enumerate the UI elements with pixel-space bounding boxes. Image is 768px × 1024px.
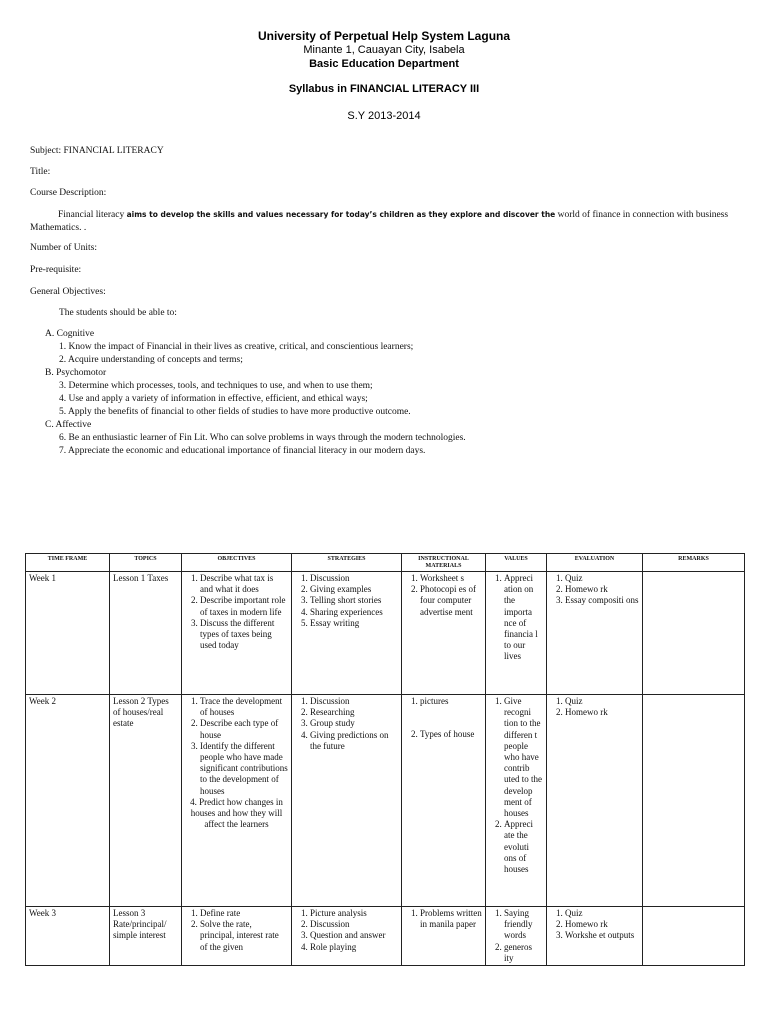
header-time-frame: TIME FRAME: [26, 554, 110, 572]
objectives-cell: 1. Describe what tax is and what it does 2. Describe important role of taxes in modern life 3. Discuss the different types of taxes being used today: [182, 572, 292, 695]
values-cell: 1. Saying friendly words 2. generos ity: [486, 907, 547, 966]
values-cell: 1. Appreci ation on the importa nce of financia l to our lives: [486, 572, 547, 695]
values-cell: 1. Give recogni tion to the differen t people who have contrib uted to the develop ment of houses 2. Appreci ate the evoluti ons of houses: [486, 695, 547, 907]
objective-item: 2. Acquire understanding of concepts and terms;: [59, 355, 243, 365]
psychomotor-label: B. Psychomotor: [45, 368, 107, 378]
materials-cell: 1. Worksheet s 2. Photocopi es of four computer advertise ment: [402, 572, 486, 695]
week-cell: Week 2: [26, 695, 110, 907]
affective-label: C. Affective: [45, 420, 92, 430]
header-strategies: STRATEGIES: [292, 554, 402, 572]
strategies-cell: 1. Picture analysis 2. Discussion 3. Question and answer 4. Role playing: [292, 907, 402, 966]
header-objectives: OBJECTIVES: [182, 554, 292, 572]
subject-line: Subject: FINANCIAL LITERACY: [30, 146, 164, 156]
header-values: VALUES: [486, 554, 547, 572]
syllabus-table: [25, 553, 745, 966]
objective-item: 5. Apply the benefits of financial to other fields of studies to have more productive outcome.: [59, 407, 411, 417]
units-line: Number of Units:: [30, 243, 98, 253]
objectives-cell: 1. Define rate 2. Solve the rate, principal, interest rate of the given: [182, 907, 292, 966]
department-name: Basic Education Department: [309, 58, 459, 70]
objective-item: 4. Use and apply a variety of information in effective, efficient, and ethical ways;: [59, 394, 368, 404]
remarks-cell: [643, 572, 745, 695]
materials-cell: 1. pictures 2. Types of house: [402, 695, 486, 907]
title-line: Title:: [30, 167, 51, 177]
remarks-cell: [643, 907, 745, 966]
general-objectives-label: General Objectives:: [30, 287, 106, 297]
course-description-label: Course Description:: [30, 188, 107, 198]
syllabus-title: Syllabus in FINANCIAL LITERACY III: [288, 83, 480, 95]
topic-cell: Lesson 1 Taxes: [110, 572, 182, 695]
strategies-cell: 1. Discussion 2. Researching 3. Group study 4. Giving predictions on the future: [292, 695, 402, 907]
evaluation-cell: 1. Quiz 2. Homewo rk: [547, 695, 643, 907]
objective-item: 1. Know the impact of Financial in their lives as creative, critical, and conscientious learners;: [59, 342, 414, 352]
materials-cell: 1. Problems written in manila paper: [402, 907, 486, 966]
header-materials: INSTRUCTIONAL MATERIALS: [402, 554, 486, 572]
objectives-cell: 1. Trace the development of houses 2. Describe each type of house 3. Identify the different people who have made significant contributions to the development of houses 4. Predict how changes in houses and how they will affect the learners: [182, 695, 292, 907]
topic-cell: Lesson 3 Rate/principal/ simple interest: [110, 907, 182, 966]
header-evaluation: EVALUATION: [547, 554, 643, 572]
objective-item: 6. Be an enthusiastic learner of Fin Lit. Who can solve problems in ways through the modern technologies.: [59, 433, 466, 443]
objective-item: 3. Determine which processes, tools, and techniques to use, and when to use them;: [59, 381, 373, 391]
course-description-text: Financial literacy aims to develop the skills and values necessary for today’s children as they explore and discover the world of finance in connection with business Mathematics. .: [30, 210, 729, 233]
header-remarks: REMARKS: [643, 554, 745, 572]
evaluation-cell: 1. Quiz 2. Homewo rk 3. Essay compositi ons: [547, 572, 643, 695]
remarks-cell: [643, 695, 745, 907]
topic-cell: Lesson 2 Types of houses/real estate: [110, 695, 182, 907]
week-cell: Week 1: [26, 572, 110, 695]
table-row: [26, 572, 745, 695]
prerequisite-line: Pre-requisite:: [30, 265, 82, 275]
objective-item: 7. Appreciate the economic and educational importance of financial literacy in our modern days.: [59, 446, 426, 456]
students-intro: The students should be able to:: [59, 308, 177, 318]
school-year: S.Y 2013-2014: [347, 110, 421, 122]
week-cell: Week 3: [26, 907, 110, 966]
strategies-cell: 1. Discussion 2. Giving examples 3. Telling short stories 4. Sharing experiences 5. Essay writing: [292, 572, 402, 695]
header-topics: TOPICS: [110, 554, 182, 572]
table-header-row: [26, 554, 745, 572]
university-name: University of Perpetual Help System Laguna: [257, 29, 511, 43]
table-row: [26, 907, 745, 966]
university-address: Minante 1, Cauayan City, Isabela: [303, 44, 465, 56]
evaluation-cell: 1. Quiz 2. Homewo rk 3. Workshe et outputs: [547, 907, 643, 966]
table-row: [26, 695, 745, 907]
cognitive-label: A. Cognitive: [45, 329, 95, 339]
